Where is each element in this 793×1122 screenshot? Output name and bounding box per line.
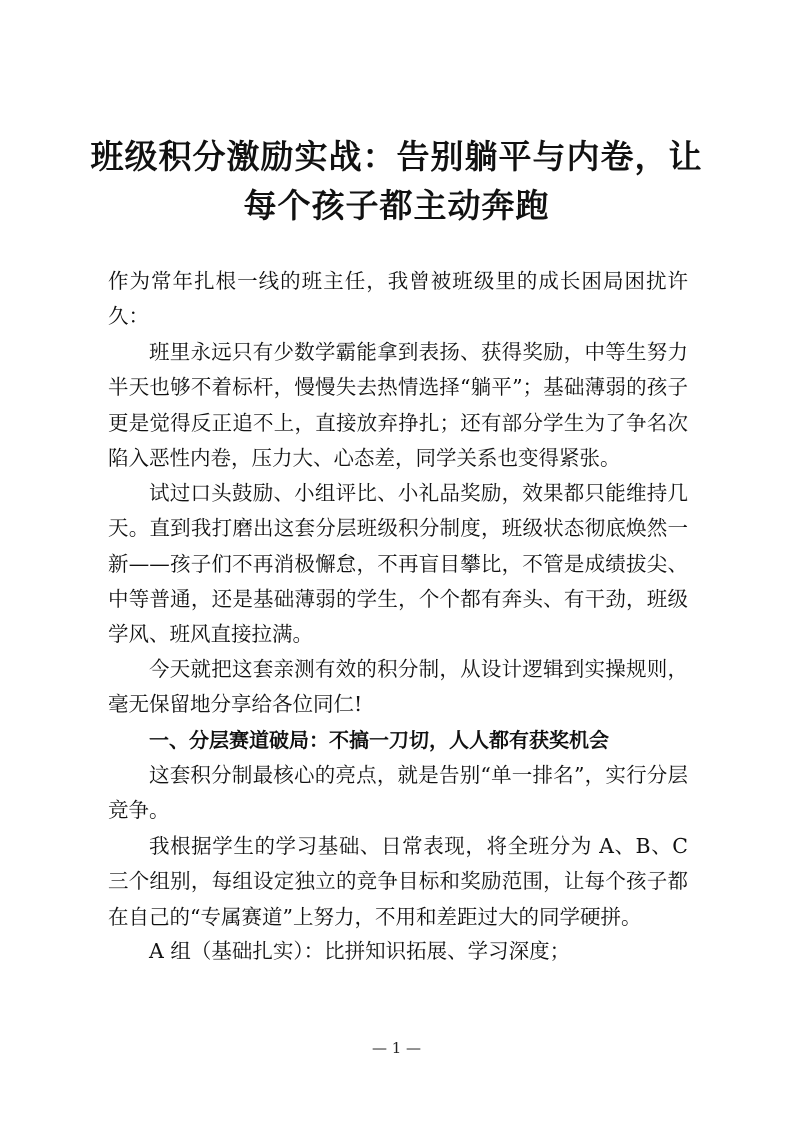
sharing-paragraph: 今天就把这套亲测有效的积分制，从设计逻辑到实操规则，毫无保留地分享给各位同仁! xyxy=(108,657,688,717)
document-title-line-1: 班级积分激励实战：告别躺平与内卷，让 xyxy=(90,137,703,176)
document-title-line-2: 每个孩子都主动奔跑 xyxy=(243,186,550,225)
solution-paragraph: 试过口头鼓励、小组评比、小礼品奖励，效果都只能维持几天。直到我打磨出这套分层班级积分制度，班级状态彻底焕然一新——孩子们不再消极懈怠，不再盲目攀比，不管是成绩拔尖、中等普通，还是基础薄弱的学生，个个都有奔头、有干劲，班级学风、班风直接拉满。 xyxy=(108,481,688,647)
section1-paragraph-3: A 组（基础扎实）：比拼知识拓展、学习深度； xyxy=(149,939,571,963)
page-number: — 1 — xyxy=(371,1039,422,1057)
section-heading-1: 一、分层赛道破局：不搞一刀切，人人都有获奖机会 xyxy=(149,728,609,752)
section1-paragraph-2: 我根据学生的学习基础、日常表现，将全班分为 A、B、C 三个组别，每组设定独立的竞争目标和奖励范围，让每个孩子都在自己的“专属赛道”上努力，不用和差距过大的同学硬拼。 xyxy=(108,834,688,929)
problem-paragraph: 班里永远只有少数学霸能拿到表扬、获得奖励，中等生努力半天也够不着标杆，慢慢失去热情选择“躺平”；基础薄弱的孩子更是觉得反正追不上，直接放弃挣扎；还有部分学生为了争名次陷入恶性内卷，压力大、心态差，同学关系也变得紧张。 xyxy=(108,340,688,470)
section1-paragraph-1: 这套积分制最核心的亮点，就是告别“单一排名”，实行分层竞争。 xyxy=(108,763,688,823)
intro-paragraph: 作为常年扎根一线的班主任，我曾被班级里的成长困局困扰许久： xyxy=(108,269,688,329)
